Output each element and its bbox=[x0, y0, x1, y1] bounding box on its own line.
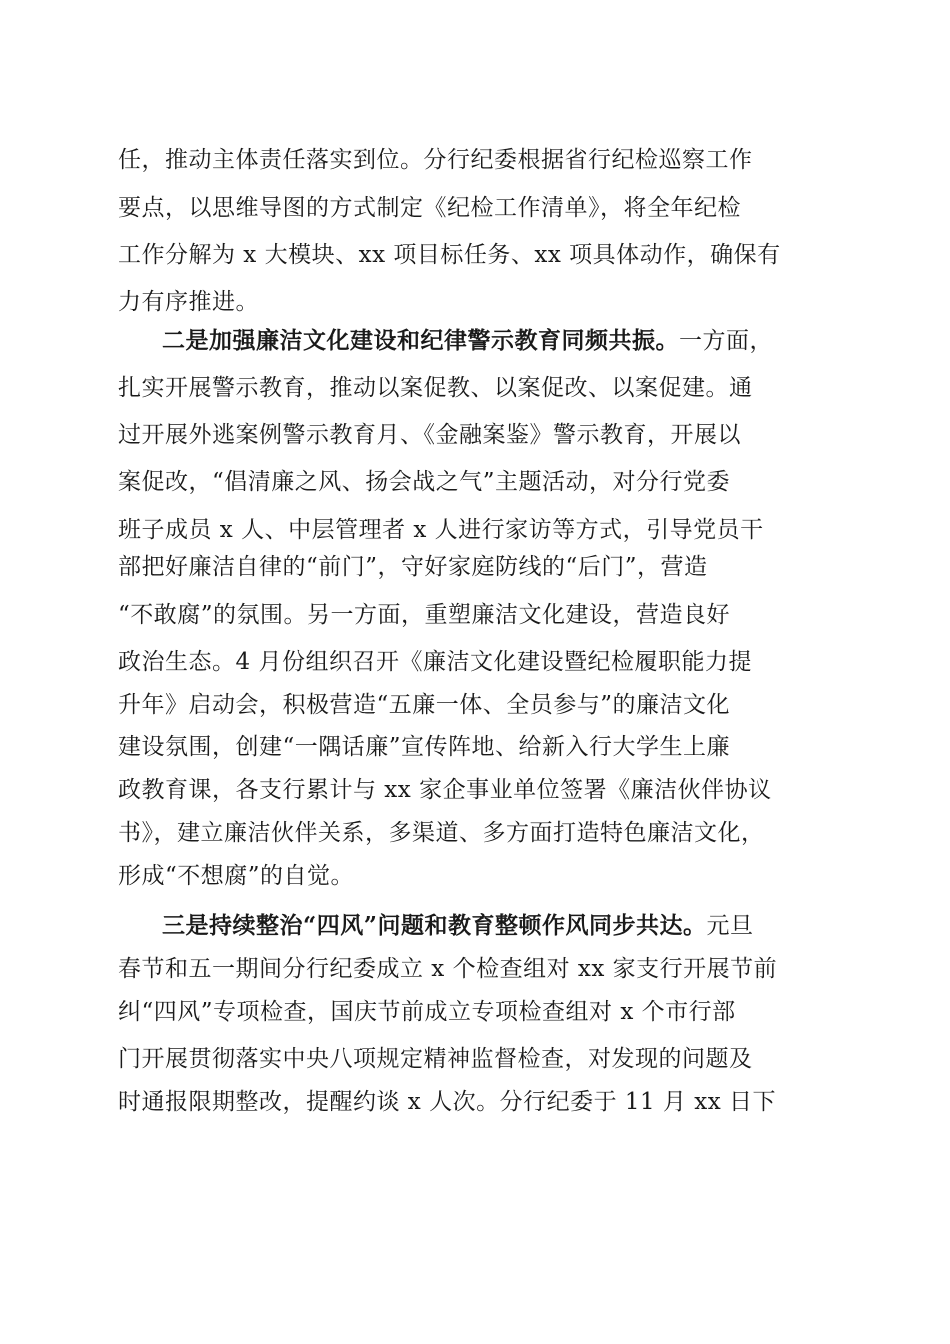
paragraph3-heading: 三是持续整治“四风”问题和教育整顿作风同步共达。 bbox=[162, 912, 707, 939]
paragraph1-line-1: 任，推动主体责任落实到位。分行纪委根据省行纪检巡察工作 bbox=[118, 147, 753, 173]
paragraph2-line-3: 案促改，“倡清廉之风、扬会战之气”主题活动，对分行党委 bbox=[118, 469, 731, 495]
paragraph2-line-12: 形成“不想腐”的自觉。 bbox=[118, 863, 355, 889]
paragraph2-line-4: 班子成员 x 人、中层管理者 x 人进行家访等方式，引导党员干 bbox=[118, 517, 764, 543]
paragraph2-heading: 二是加强廉洁文化建设和纪律警示教育同频共振。 bbox=[162, 327, 679, 354]
paragraph1-line-4: 力有序推进。 bbox=[118, 289, 259, 315]
paragraph3-first-line-rest: 元旦 bbox=[706, 913, 754, 939]
paragraph2-line-7: 政治生态。4 月份组织召开《廉洁文化建设暨纪检履职能力提 bbox=[118, 649, 752, 675]
paragraph2-line-1: 扎实开展警示教育，推动以案促教、以案促改、以案促建。通 bbox=[118, 375, 753, 401]
paragraph2-line-6: “不敢腐”的氛围。另一方面，重塑廉洁文化建设，营造良好 bbox=[118, 602, 731, 628]
paragraph1-line-3: 工作分解为 x 大模块、xx 项目标任务、xx 项具体动作，确保有 bbox=[118, 242, 781, 268]
paragraph3-line-1: 春节和五一期间分行纪委成立 x 个检查组对 xx 家支行开展节前 bbox=[118, 956, 778, 982]
paragraph3-line-3: 门开展贯彻落实中央八项规定精神监督检查，对发现的问题及 bbox=[118, 1046, 753, 1072]
paragraph1-line-2: 要点，以思维导图的方式制定《纪检工作清单》，将全年纪检 bbox=[118, 195, 741, 221]
paragraph3-line-4: 时通报限期整改，提醒约谈 x 人次。分行纪委于 11 月 xx 日下 bbox=[118, 1089, 777, 1115]
paragraph2-line-8: 升年》启动会，积极营造“五廉一体、全员参与”的廉洁文化 bbox=[118, 692, 731, 718]
paragraph2-line-10: 政教育课，各支行累计与 xx 家企事业单位签署《廉洁伙伴协议 bbox=[118, 777, 772, 803]
paragraph2-first-line-rest: 一方面， bbox=[679, 328, 773, 354]
paragraph2-line-11: 书》，建立廉洁伙伴关系，多渠道、多方面打造特色廉洁文化， bbox=[118, 820, 765, 846]
paragraph3-line-2: 纠“四风”专项检查，国庆节前成立专项检查组对 x 个市行部 bbox=[118, 999, 736, 1025]
paragraph3-first-line bbox=[162, 912, 753, 940]
paragraph2-line-5: 部把好廉洁自律的“前门”，守好家庭防线的“后门”，营造 bbox=[118, 554, 708, 580]
paragraph2-line-9: 建设氛围，创建“一隅话廉”宣传阵地、给新入行大学生上廉 bbox=[118, 734, 731, 760]
paragraph2-first-line bbox=[162, 327, 773, 355]
paragraph2-line-2: 过开展外逃案例警示教育月、《金融案鉴》警示教育，开展以 bbox=[118, 422, 741, 448]
